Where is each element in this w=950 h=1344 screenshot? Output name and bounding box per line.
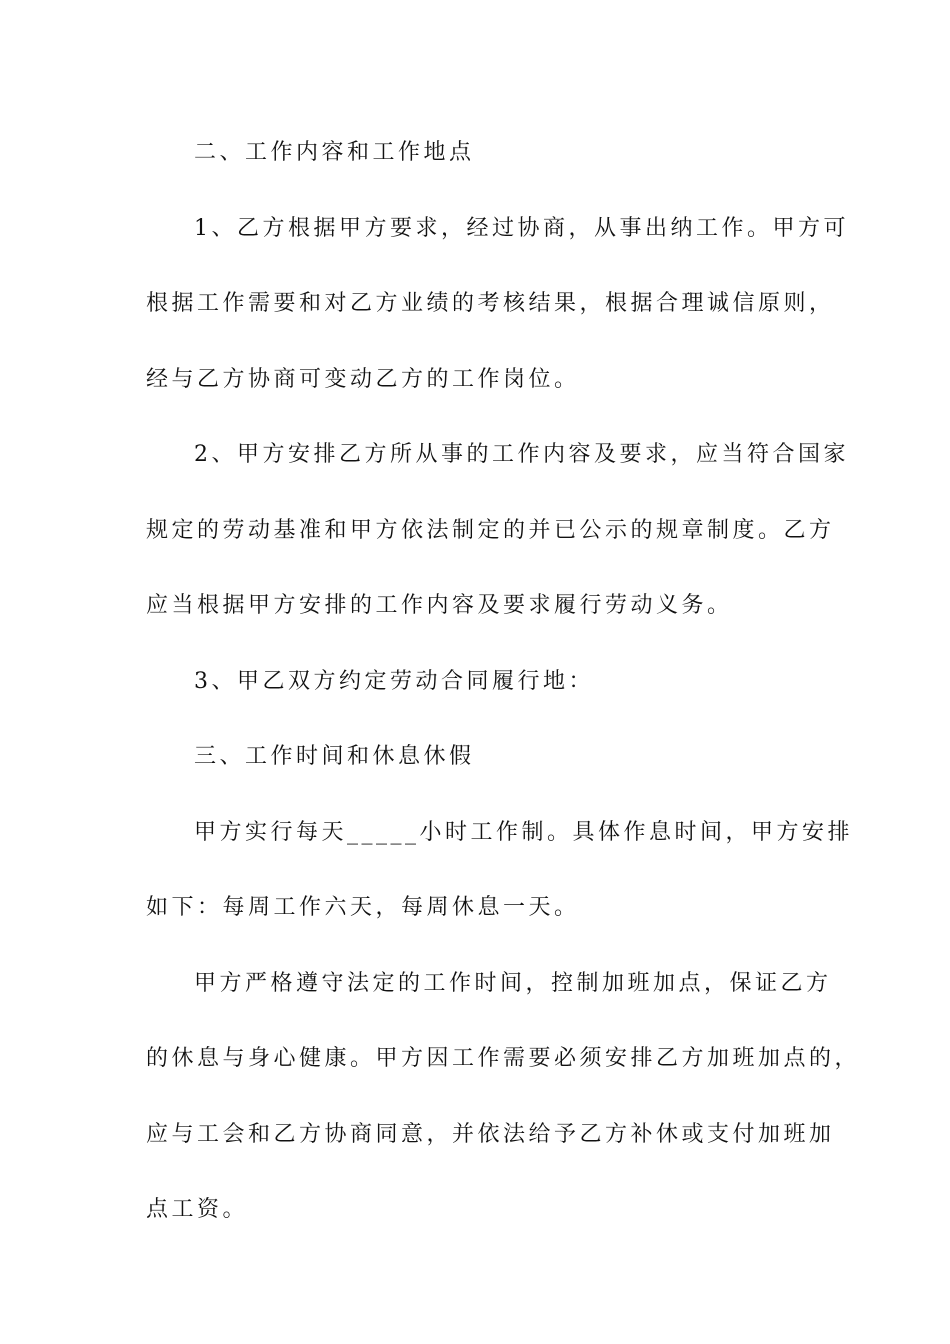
paragraph-line: 甲方实行每天_____小时工作制。具体作息时间，甲方安排 <box>194 819 854 845</box>
paragraph-line: 应与工会和乙方协商同意，并依法给予乙方补休或支付加班加 <box>146 1121 835 1147</box>
paragraph-line: 甲方严格遵守法定的工作时间，控制加班加点，保证乙方 <box>194 970 832 996</box>
paragraph-line: 如下：每周工作六天，每周休息一天。 <box>146 895 580 920</box>
paragraph-line: 根据工作需要和对乙方业绩的考核结果，根据合理诚信原则， <box>146 291 835 316</box>
paragraph-line: 的休息与身心健康。甲方因工作需要必须安排乙方加班加点的， <box>146 1046 861 1071</box>
paragraph-line: 1、乙方根据甲方要求，经过协商，从事出纳工作。甲方可 <box>194 215 849 241</box>
paragraph-line: 3、甲乙双方约定劳动合同履行地： <box>194 668 594 694</box>
paragraph-line: 规定的劳动基准和甲方依法制定的并已公示的规章制度。乙方 <box>146 517 835 543</box>
paragraph-line: 应当根据甲方安排的工作内容及要求履行劳动义务。 <box>146 593 733 618</box>
section-heading-work-hours: 三、工作时间和休息休假 <box>194 744 475 769</box>
paragraph-line: 点工资。 <box>146 1197 249 1222</box>
paragraph-line: 2、甲方安排乙方所从事的工作内容及要求，应当符合国家 <box>194 442 849 467</box>
section-heading-work-content: 二、工作内容和工作地点 <box>194 140 475 165</box>
paragraph-line: 经与乙方协商可变动乙方的工作岗位。 <box>146 366 580 392</box>
document-body <box>146 125 861 1258</box>
